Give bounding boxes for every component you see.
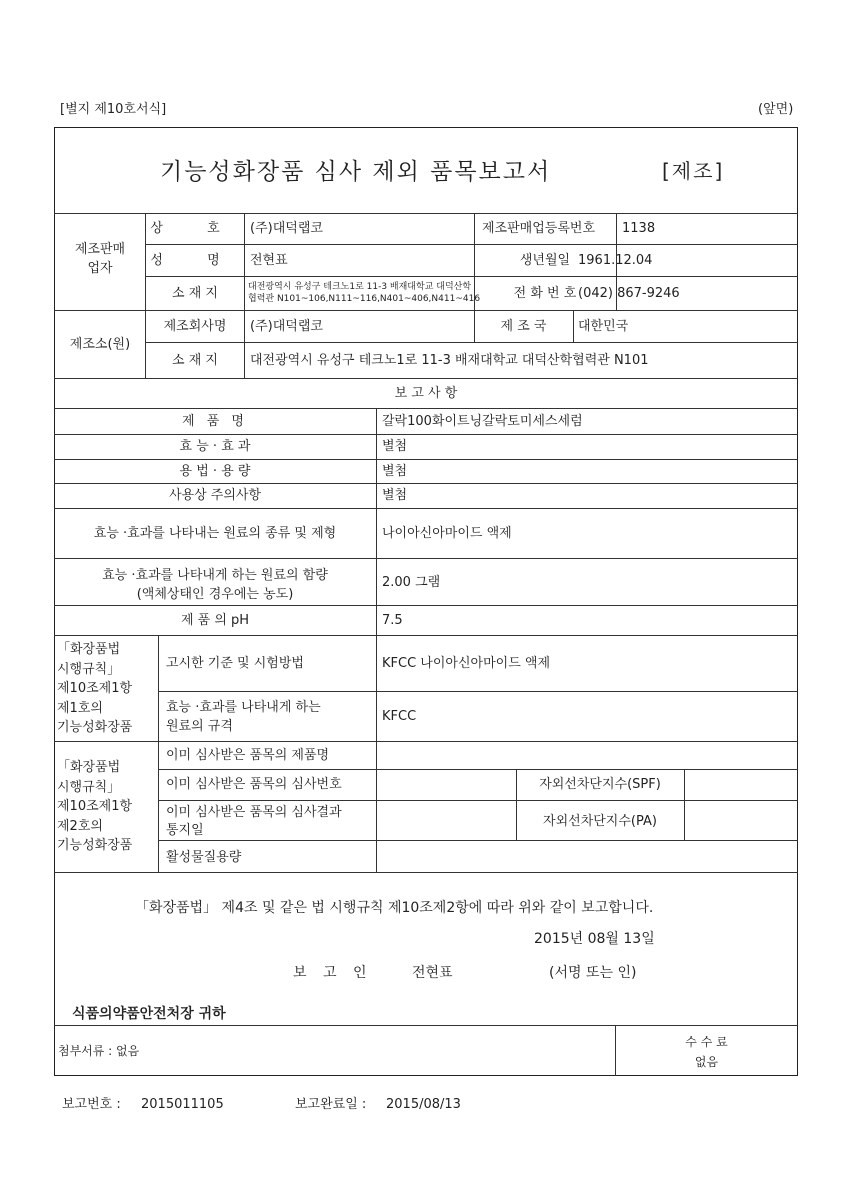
recipient: 식품의약품안전처장 귀하 [72, 1006, 226, 1022]
ingredient-amount-value: 2.00 그램 [382, 575, 441, 590]
document-type: [제조] [662, 159, 725, 183]
product-name-label: 제 품 명 [182, 414, 248, 429]
completion-date: 2015/08/13 [386, 1097, 461, 1112]
document-title: 기능성화장품 심사 제외 품목보고서 [160, 159, 552, 185]
caution-value: 별첨 [382, 488, 408, 503]
manufacturer-name-value: (주)대덕랩코 [250, 319, 323, 334]
birth-date-label: 생년월일 [519, 253, 571, 268]
manufacturer-address-label: 소 재 지 [172, 353, 218, 368]
birth-date-value: 1961.12.04 [578, 253, 653, 268]
product-name-value: 갈락100화이트닝갈락토미세스세럼 [382, 414, 583, 429]
fee-label: 수 수 료 [685, 1035, 728, 1049]
ingredient-type-label: 효능 ·효과를 나타내는 원료의 종류 및 제형 [93, 526, 337, 541]
spf-label: 자외선차단지수(SPF) [539, 777, 661, 792]
test-method-label: 고시한 기준 및 시험방법 [166, 656, 304, 671]
registration-number-label: 제조판매업등록번호 [482, 221, 596, 236]
effect-value: 별첨 [382, 439, 408, 454]
caution-label: 사용상 주의사항 [168, 488, 262, 503]
raw-material-spec-label: 효능 ·효과를 나타내게 하는 원료의 규격 [166, 700, 321, 734]
seller-section-label: 제조판매 업자 [74, 242, 126, 276]
company-name-label: 상 호 [150, 221, 240, 236]
company-name-value: (주)대덕랩코 [250, 221, 323, 236]
prev-review-number-label: 이미 심사받은 품목의 심사번호 [166, 777, 342, 792]
country-label: 제 조 국 [500, 319, 547, 334]
country-value: 대한민국 [578, 319, 629, 334]
report-date: 2015년 08월 13일 [534, 931, 655, 947]
manufacturer-address-value: 대전광역시 유성구 테크노1로 11-3 배재대학교 대덕산학협력관 N101 [250, 353, 649, 368]
reporter-name: 전현표 [412, 965, 453, 981]
usage-label: 용 법 · 용 량 [179, 464, 251, 479]
clause1-section-label: 「화장품법 시행규칙」 제10조제1항 제1호의 기능성화장품 [57, 642, 133, 735]
phone-value: (042) 867-9246 [578, 286, 680, 301]
seller-address-label: 소 재 지 [172, 286, 218, 301]
manufacturer-name-label: 제조회사명 [163, 319, 227, 334]
page-side-label: (앞면) [758, 102, 794, 117]
clause2-section-label: 「화장품법 시행규칙」 제10조제1항 제2호의 기능성화장품 [57, 760, 133, 853]
signature-note: (서명 또는 인) [549, 965, 637, 981]
form-number: [별지 제10호서식] [60, 102, 167, 117]
representative-value: 전현표 [250, 253, 288, 268]
declaration-text: 「화장품법」 제4조 및 같은 법 시행규칙 제10조제2항에 따라 위와 같이 보고합니다. [135, 900, 654, 916]
pa-label: 자외선차단지수(PA) [543, 814, 657, 829]
representative-label: 성 명 [150, 253, 240, 268]
registration-number-value: 1138 [622, 221, 656, 236]
ph-label: 제 품 의 pH [180, 613, 250, 628]
attachments: 첨부서류 : 없음 [58, 1044, 140, 1058]
ph-value: 7.5 [382, 613, 403, 628]
ingredient-amount-label: 효능 ·효과를 나타내게 하는 원료의 함량 (액체상태인 경우에는 농도) [102, 568, 328, 602]
manufacturer-section-label: 제조소(원) [69, 337, 131, 352]
report-number-label: 보고번호 : [62, 1097, 121, 1112]
report-number: 2015011105 [141, 1097, 224, 1112]
raw-material-spec-value: KFCC [382, 709, 417, 724]
reporter-label: 보 고 인 [293, 965, 373, 981]
prev-product-name-label: 이미 심사받은 품목의 제품명 [166, 748, 330, 763]
fee-value: 없음 [694, 1055, 719, 1069]
report-heading: 보 고 사 항 [394, 386, 458, 401]
usage-value: 별첨 [382, 464, 408, 479]
effect-label: 효 능 · 효 과 [179, 439, 251, 454]
ingredient-type-value: 나이아신아마이드 액제 [382, 526, 512, 541]
phone-label: 전 화 번 호 [513, 286, 577, 301]
prev-review-result-label: 이미 심사받은 품목의 심사결과 통지일 [166, 805, 342, 838]
test-method-value: KFCC 나이아신아마이드 액제 [382, 656, 551, 671]
seller-address-value: 대전광역시 유성구 테크노1로 11-3 배재대학교 대덕산학 협력관 N101~106,N111~116,N401~406,N411~416 [248, 282, 481, 304]
active-substance-label: 활성물질용량 [166, 850, 242, 865]
completion-date-label: 보고완료일 : [295, 1097, 367, 1112]
